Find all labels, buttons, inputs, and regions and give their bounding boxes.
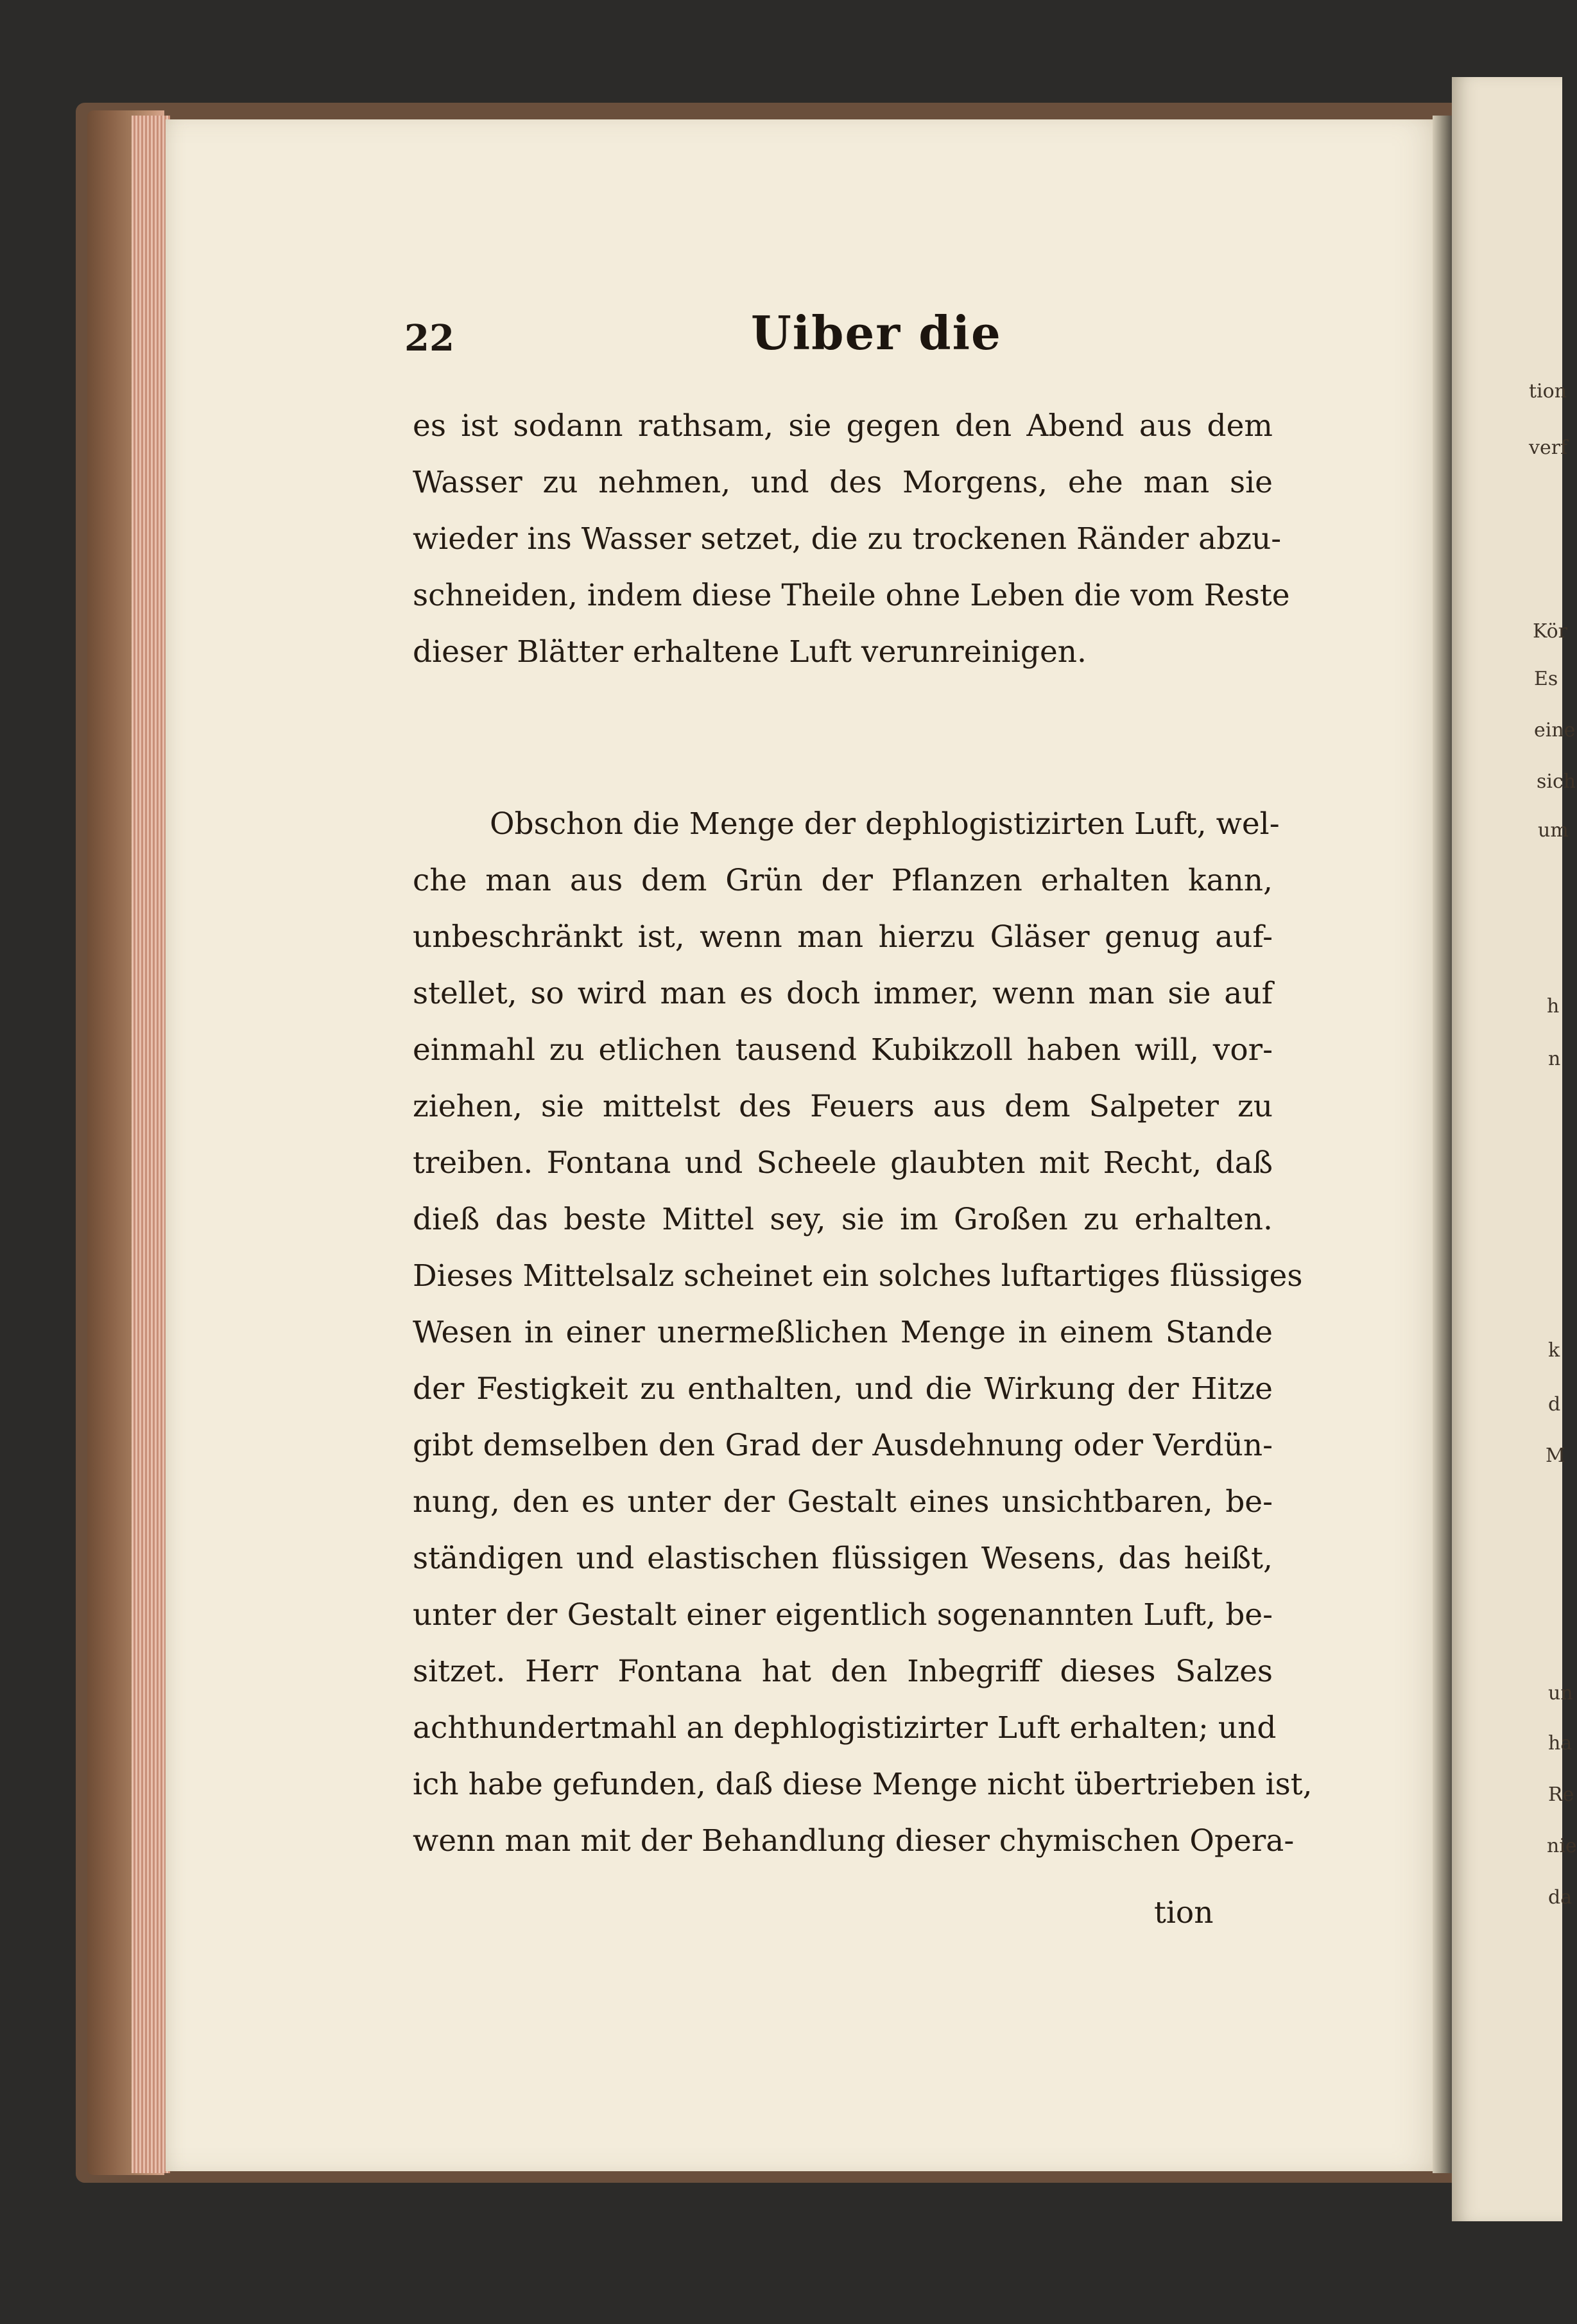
page-number: 22 [404,317,454,360]
facing-page [1452,77,1577,2221]
text-line: schneiden, indem diese Theile ohne Leben die vom Reste [413,578,1290,613]
text-line: Wesen in einer unermeßlichen Menge in einem Stande [413,1315,1273,1350]
text-line: treiben. Fontana und Scheele glaubten mit Recht, daß [413,1145,1273,1181]
text-line: ständigen und elastischen flüssigen Wesens, das heißt, [413,1541,1273,1576]
text-line: ich habe gefunden, daß diese Menge nicht übertrieben ist, [413,1767,1313,1802]
page-edges-stack [132,116,170,2173]
text-line: Obschon die Menge der dephlogistizirten Luft, wel- [490,806,1280,842]
facing-fragment: Kör [1533,620,1568,643]
paragraph-2 [413,796,1313,1869]
facing-fragment: un [1548,1682,1573,1704]
text-line: unter der Gestalt einer eigentlich sogenannten Luft, be- [413,1597,1273,1633]
text-line: dieser Blätter erhaltene Luft verunreinigen. [413,634,1087,670]
facing-fragment: k [1548,1339,1560,1362]
paragraph-1 [413,398,1290,681]
facing-fragment: eine [1534,719,1576,741]
text-line: dieß das beste Mittel sey, sie im Großen zu erhalten. [413,1202,1273,1237]
facing-fragment: M [1546,1444,1565,1467]
facing-fragment: sich [1537,770,1576,793]
text-line: es ist sodann rathsam, sie gegen den Abend aus dem [413,408,1273,444]
running-head: Uiber die [751,306,1002,360]
text-line: che man aus dem Grün der Pflanzen erhalten kann, [413,863,1273,898]
text-line: wieder ins Wasser setzet, die zu trockenen Ränder abzu- [413,521,1282,557]
facing-fragment: d [1548,1393,1561,1416]
facing-fragment: n [1548,1048,1561,1070]
text-line: achthundertmahl an dephlogistizirter Luft erhalten; und [413,1710,1277,1746]
text-line: einmahl zu etlichen tausend Kubikzoll haben will, vor- [413,1032,1273,1068]
facing-fragment: ha [1548,1732,1573,1755]
facing-fragment: Re [1548,1783,1574,1806]
text-line: ziehen, sie mittelst des Feuers aus dem Salpeter zu [413,1089,1273,1124]
text-line: der Festigkeit zu enthalten, und die Wirkung der Hitze [413,1371,1273,1407]
facing-fragment: h [1547,995,1560,1018]
facing-fragment: nie [1547,1835,1577,1857]
text-line: Wasser zu nehmen, und des Morgens, ehe man sie [413,465,1273,500]
text-line: wenn man mit der Behandlung dieser chymischen Opera- [413,1823,1295,1859]
text-line: Dieses Mittelsalz scheinet ein solches luftartiges flüssiges [413,1258,1303,1294]
page-header [404,306,1277,376]
facing-fragment: Es [1534,668,1558,690]
text-line: nung, den es unter der Gestalt eines unsichtbaren, be- [413,1484,1273,1520]
facing-fragment: verf [1529,437,1568,459]
facing-fragment: da [1548,1886,1573,1909]
text-line: sitzet. Herr Fontana hat den Inbegriff dieses Salzes [413,1654,1273,1689]
catchword: tion [1154,1895,1214,1930]
text-line: stellet, so wird man es doch immer, wenn man sie auf [413,976,1273,1011]
text-line: gibt demselben den Grad der Ausdehnung oder Verdün- [413,1428,1273,1463]
text-line: unbeschränkt ist, wenn man hierzu Gläser genug auf- [413,919,1273,955]
facing-fragment: um [1538,819,1569,842]
facing-fragment: tion [1529,380,1567,403]
